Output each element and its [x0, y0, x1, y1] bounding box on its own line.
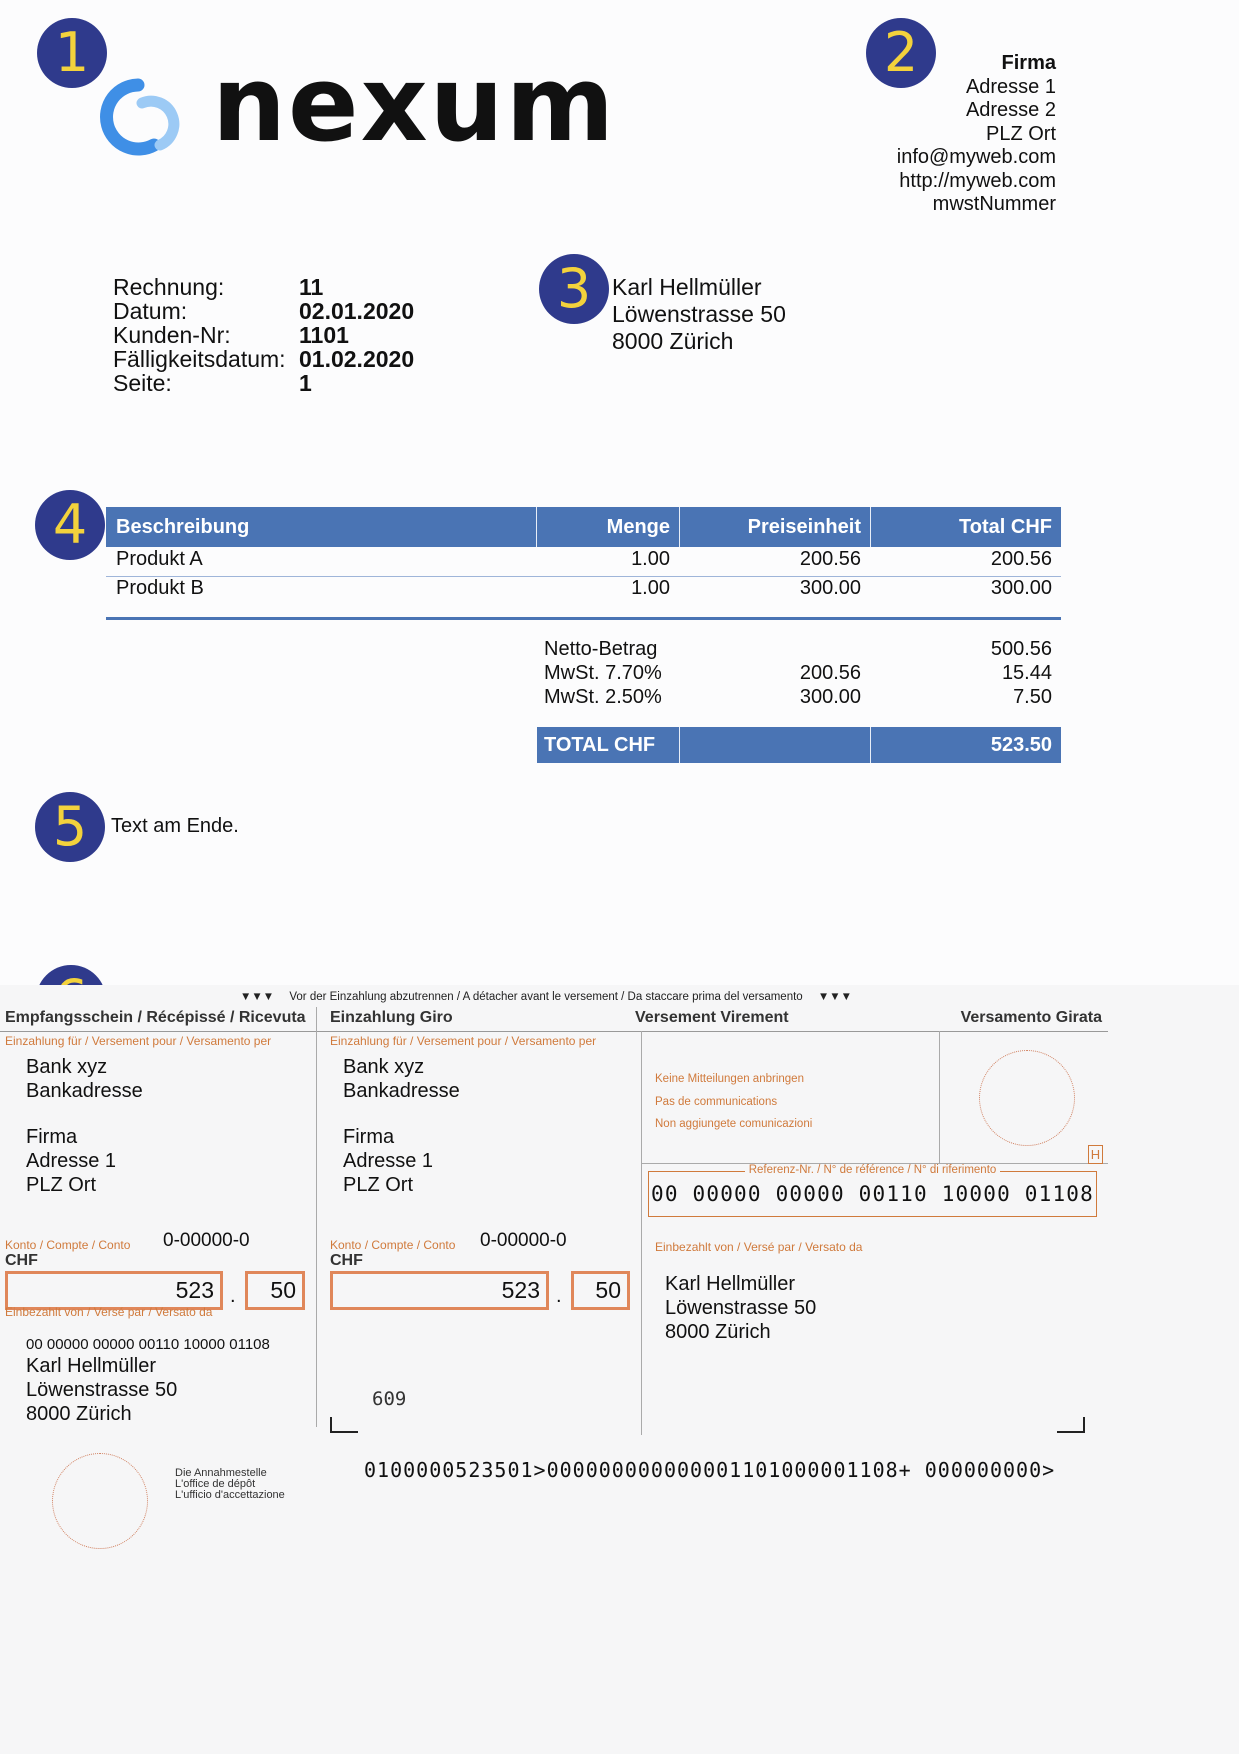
meta-row-customer — [113, 322, 443, 349]
meta-label: Rechnung: — [113, 274, 225, 300]
meta-value: 01.02.2020 — [299, 346, 415, 372]
header-total: Total CHF — [959, 516, 1052, 538]
bank-line: Bankadresse — [26, 1080, 143, 1102]
bank-line: Bank xyz — [343, 1056, 425, 1078]
payer-address — [26, 1354, 177, 1426]
summary-base: 300.00 — [799, 686, 861, 708]
notice-line: Non aggiungete comunicazioni — [655, 1118, 813, 1130]
account-number: 0-00000-0 — [480, 1230, 567, 1251]
meta-label: Datum: — [113, 298, 188, 324]
decimal-dot: . — [230, 1285, 236, 1307]
slip-header — [0, 1007, 1108, 1032]
no-messages-notice — [655, 1068, 812, 1136]
row-unit-price: 200.56 — [799, 548, 861, 570]
row-unit-price: 300.00 — [799, 577, 861, 599]
total-label: TOTAL CHF — [544, 734, 656, 756]
code-609: 609 — [372, 1388, 407, 1410]
recipient-address — [612, 274, 786, 355]
recipient-line: 8000 Zürich — [612, 328, 734, 354]
decimal-dot: . — [556, 1285, 562, 1307]
ocr-coding-line: 0100000523501>000000000000001101000001108+ 000000000> — [364, 1458, 1056, 1482]
summary-label: MwSt. 2.50% — [544, 686, 662, 708]
cut-instruction: Vor der Einzahlung abzutrennen / A détacher avant le versement / Da staccare prima del versamento — [289, 991, 803, 1003]
cut-line — [240, 991, 880, 1003]
row-quantity: 1.00 — [631, 577, 670, 599]
summary-amount: 500.56 — [990, 638, 1052, 660]
sender-website[interactable]: http://myweb.com — [899, 169, 1056, 192]
sender-firm: Firma — [1001, 52, 1056, 74]
meta-row-invoice — [113, 274, 443, 301]
virement-title: Versement Virement — [635, 1009, 789, 1026]
beneficiary-address — [26, 1125, 116, 1197]
meta-value: 1101 — [299, 322, 349, 348]
table-header — [106, 507, 1061, 547]
beneficiary-line: Firma — [26, 1126, 78, 1148]
bank-address — [26, 1055, 143, 1103]
reference-label — [649, 1164, 1096, 1176]
total-amount: 523.50 — [990, 734, 1052, 756]
marker-badge-3: 3 — [539, 254, 609, 324]
total-row — [537, 727, 1061, 763]
corner-mark-icon — [1057, 1417, 1085, 1433]
table-row — [106, 572, 1061, 605]
paid-by-label: Einbezahlt von / Versé par / Versato da — [5, 1305, 213, 1319]
payment-slip — [0, 985, 1239, 1754]
paid-by-label: Einbezahlt von / Versé par / Versato da — [655, 1240, 863, 1254]
payer-line: 8000 Zürich — [665, 1321, 771, 1343]
payer-line: Karl Hellmüller — [26, 1355, 157, 1377]
row-quantity: 1.00 — [631, 548, 670, 570]
bank-line: Bank xyz — [26, 1056, 108, 1078]
bank-address — [343, 1055, 460, 1103]
meta-value: 11 — [299, 274, 324, 300]
reference-label-text: Referenz-Nr. / N° de référence / N° di riferimento — [745, 1164, 1001, 1176]
giro-title: Einzahlung Giro — [330, 1009, 453, 1026]
payer-line: 8000 Zürich — [26, 1403, 132, 1425]
account-label: Konto / Compte / Conto — [5, 1238, 131, 1252]
reference-large: 00 00000 00000 00110 10000 01108 — [651, 1182, 1094, 1206]
notice-line: Pas de communications — [655, 1095, 778, 1108]
meta-value: 1 — [299, 370, 312, 396]
slip-divider — [641, 1031, 642, 1435]
summary-row-vat-1 — [537, 660, 1061, 687]
summary-row-net — [537, 636, 1061, 663]
beneficiary-line: PLZ Ort — [26, 1174, 97, 1196]
meta-label: Kunden-Nr: — [113, 322, 231, 348]
sender-line: Adresse 1 — [965, 75, 1056, 98]
girata-title: Versamento Girata — [960, 1009, 1102, 1026]
slip-divider — [316, 1007, 317, 1427]
table-bottom-rule — [106, 617, 1061, 620]
row-total: 300.00 — [990, 577, 1052, 599]
marker-badge-4: 4 — [35, 490, 105, 560]
summary-amount: 7.50 — [1013, 686, 1052, 708]
meta-label: Fälligkeitsdatum: — [113, 346, 286, 372]
payer-address — [665, 1272, 816, 1344]
summary-label: MwSt. 7.70% — [544, 662, 662, 684]
meta-value: 02.01.2020 — [299, 298, 415, 324]
account-number: 0-00000-0 — [163, 1230, 250, 1251]
header-unit-price: Preiseinheit — [747, 516, 861, 538]
header-quantity: Menge — [606, 516, 670, 538]
marker-badge-2: 2 — [866, 18, 936, 88]
amount-francs: 523 — [501, 1277, 540, 1303]
amount-cents-box — [245, 1271, 305, 1310]
meta-row-page — [113, 370, 443, 397]
meta-row-due-date — [113, 346, 443, 373]
header-description: Beschreibung — [116, 516, 250, 538]
logo-wordmark: nexum — [212, 43, 617, 165]
acceptance-office — [175, 1468, 285, 1501]
currency-label: CHF — [5, 1252, 38, 1269]
receipt-title: Empfangsschein / Récépissé / Ricevuta — [5, 1009, 306, 1026]
amount-francs: 523 — [175, 1277, 214, 1303]
acceptance-line: Die Annahmestelle — [175, 1467, 267, 1479]
beneficiary-line: PLZ Ort — [343, 1174, 414, 1196]
closing-text: Text am Ende. — [111, 815, 239, 837]
sender-email[interactable]: info@myweb.com — [896, 146, 1056, 168]
summary-amount: 15.44 — [1001, 662, 1052, 684]
bank-line: Bankadresse — [343, 1080, 460, 1102]
payer-line: Löwenstrasse 50 — [26, 1379, 178, 1401]
corner-mark-icon — [330, 1417, 358, 1433]
slip-divider — [939, 1031, 940, 1163]
amount-francs-box — [330, 1271, 549, 1310]
logo-mark-icon — [100, 63, 200, 163]
company-logo — [100, 43, 617, 165]
sender-address — [796, 52, 1056, 217]
acceptance-line: L'office de dépôt — [175, 1478, 256, 1490]
notice-line: Keine Mitteilungen anbringen — [655, 1073, 804, 1085]
h-mark: H — [1088, 1145, 1103, 1164]
beneficiary-line: Firma — [343, 1126, 395, 1148]
marker-badge-5: 5 — [35, 792, 105, 862]
arrows-icon: ▼▼▼ — [817, 991, 853, 1003]
amount-cents: 50 — [270, 1277, 296, 1303]
meta-row-date — [113, 298, 443, 325]
currency-label: CHF — [330, 1252, 363, 1269]
marker-badge-1: 1 — [37, 18, 107, 88]
sender-line: Adresse 2 — [965, 99, 1056, 121]
amount-cents: 50 — [595, 1277, 621, 1303]
summary-row-vat-2 — [537, 684, 1061, 711]
row-description: Produkt B — [116, 577, 204, 599]
sender-vat-number: mwstNummer — [932, 193, 1056, 215]
sender-line: PLZ Ort — [985, 122, 1056, 145]
beneficiary-line: Adresse 1 — [343, 1150, 434, 1172]
total-divider — [679, 727, 680, 763]
acceptance-line: L'ufficio d'accettazione — [175, 1489, 285, 1501]
payer-line: Löwenstrasse 50 — [665, 1297, 817, 1319]
beneficiary-line: Adresse 1 — [26, 1150, 117, 1172]
summary-base: 200.56 — [799, 662, 861, 684]
beneficiary-address — [343, 1125, 433, 1197]
recipient-line: Karl Hellmüller — [612, 274, 762, 300]
summary-label: Netto-Betrag — [544, 638, 658, 660]
reference-box — [648, 1164, 1097, 1217]
row-description: Produkt A — [116, 548, 203, 570]
post-stamp-circle — [979, 1050, 1075, 1146]
acceptance-stamp-circle — [52, 1453, 148, 1549]
payment-for-label: Einzahlung für / Versement pour / Versamento per — [5, 1034, 272, 1048]
recipient-line: Löwenstrasse 50 — [612, 301, 786, 327]
reference-small: 00 00000 00000 00110 10000 01108 — [26, 1336, 270, 1353]
meta-label: Seite: — [113, 370, 172, 396]
payer-line: Karl Hellmüller — [665, 1273, 796, 1295]
account-label: Konto / Compte / Conto — [330, 1238, 456, 1252]
row-total: 200.56 — [990, 548, 1052, 570]
payment-for-label: Einzahlung für / Versement pour / Versamento per — [330, 1034, 597, 1048]
amount-cents-box — [571, 1271, 630, 1310]
arrows-icon: ▼▼▼ — [240, 991, 275, 1003]
